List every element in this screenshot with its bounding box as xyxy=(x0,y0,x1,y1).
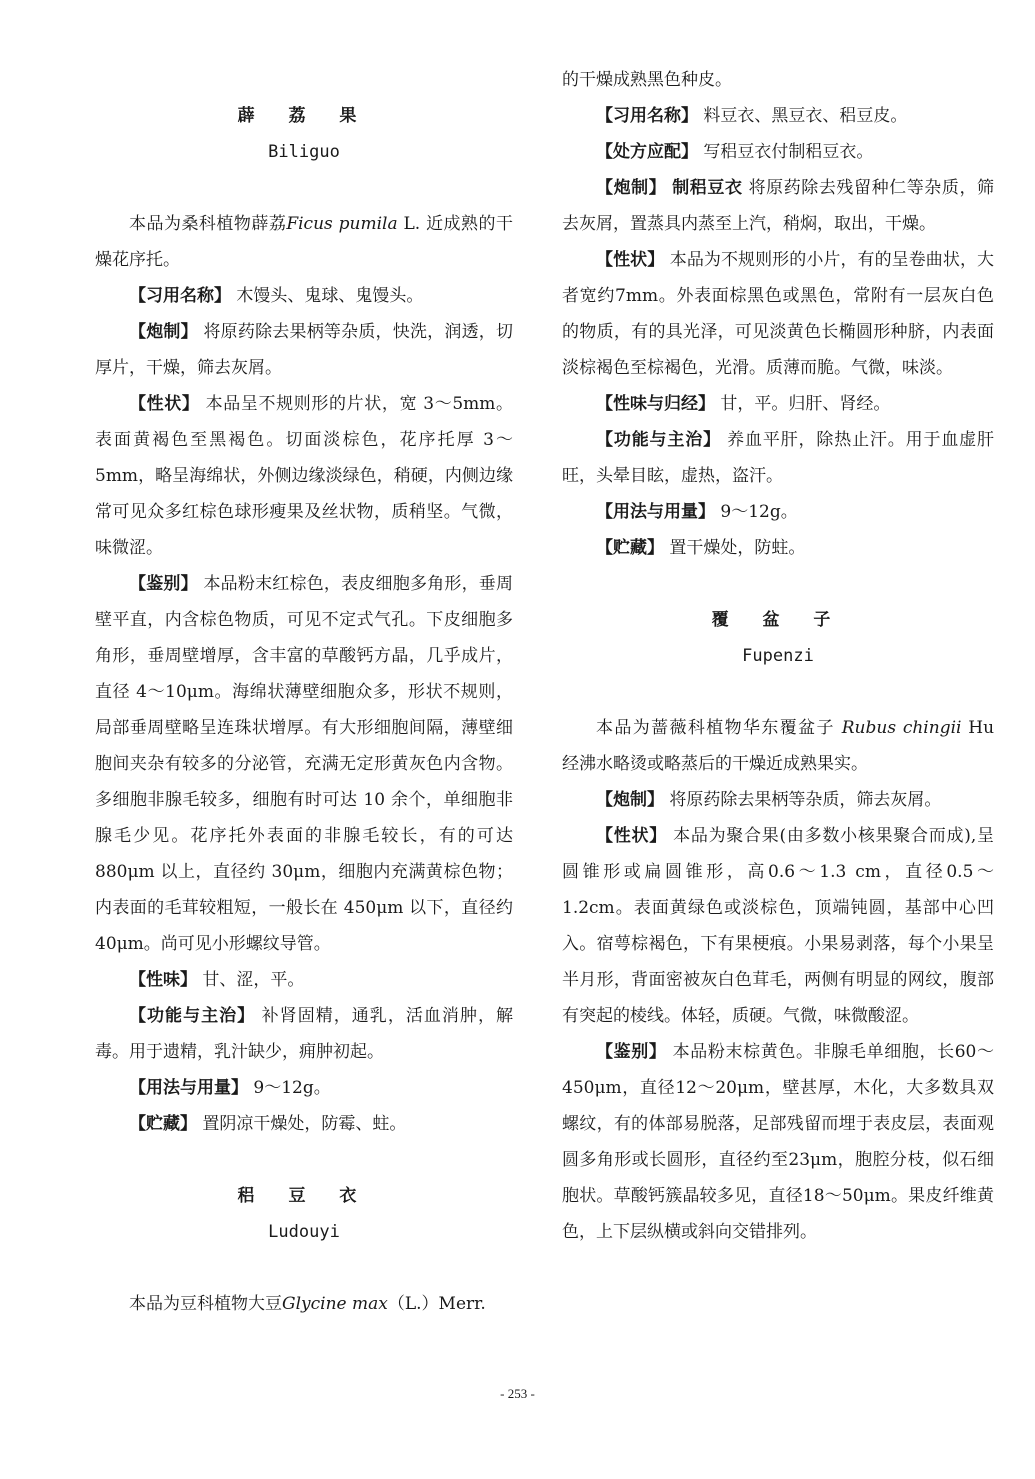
entry-intro-ludouyi-cont: 的干燥成熟黑色种皮。 xyxy=(562,70,732,90)
entry-intro-biliguo: 本品为桑科植物薜荔Ficus pumila L. 近成熟的干燥花序托。 xyxy=(95,214,513,270)
section-taste-meridian: 【性味与归经】 甘，平。归肝、肾经。 xyxy=(596,394,891,414)
entry-title-fupenzi: 覆 盆 子 xyxy=(711,610,845,630)
section-characteristics: 【性状】 本品呈不规则形的片状，宽 3～5mm。表面黄褐色至黑褐色。切面淡棕色，花序托厚 3～5mm，略呈海绵状，外侧边缘淡绿色，稍硬，内侧边缘常可见众多红棕色球形瘦果及丝状物，质稍坚。气微，味微涩。 xyxy=(95,394,514,558)
section-prescription: 【处方应配】 写稆豆衣付制稆豆衣。 xyxy=(596,142,874,162)
section-identification: 【鉴别】 本品粉末红棕色，表皮细胞多角形，垂周壁平直，内含棕色物质，可见不定式气孔。下皮细胞多角形，垂周壁增厚，含丰富的草酸钙方晶，几乎成片，直径 4～10μm。海绵状薄壁细胞众多，形状不规则，局部垂周壁略呈连珠状增厚。有大形细胞间隔，薄壁细胞间夹杂有较多的分泌管，充满无定形黄灰色内含物。多细胞非腺毛较多，细胞有时可达 10 余个，单细胞非腺毛少见。花序托外表面的非腺毛较长，有的可达 880μm 以上，直径约 30μm，细胞内充满黄棕色物；内表面的毛茸较粗短，一般长在 450μm 以下，直径约 40μm。尚可见小形螺纹导管。 xyxy=(95,574,514,954)
entry-pinyin-biliguo: Biliguo xyxy=(268,142,340,162)
section-names: 【习用名称】 木馒头、鬼球、鬼馒头。 xyxy=(129,286,424,306)
entry-title-biliguo: 薜 荔 果 xyxy=(237,106,371,126)
section-taste: 【性味】 甘、涩，平。 xyxy=(129,970,305,990)
section-processing: 【炮制】 将原药除去果柄等杂质，筛去灰屑。 xyxy=(596,790,942,810)
section-characteristics: 【性状】 本品为不规则形的小片，有的呈卷曲状，大者宽约7mm。外表面棕黑色或黑色，常附有一层灰白色的物质，有的具光泽，可见淡黄色长椭圆形种脐，内表面淡棕褐色至棕褐色，光滑。质薄而脆。气微，味淡。 xyxy=(562,250,995,378)
left-column xyxy=(95,62,513,1322)
section-identification: 【鉴别】 本品粉末棕黄色。非腺毛单细胞，长60～450μm，直径12～20μm，壁甚厚，木化，大多数具双螺纹，有的体部易脱落，足部残留而埋于表皮层，表面观圆多角形或长圆形，直径约至23μm，胞腔分枝，似石细胞状。草酸钙簇晶较多见，直径18～50μm。果皮纤维黄色，上下层纵横或斜向交错排列。 xyxy=(562,1042,995,1242)
page-number: - 253 - xyxy=(500,1386,535,1401)
entry-pinyin-fupenzi: Fupenzi xyxy=(742,646,814,666)
section-characteristics: 【性状】 本品为聚合果(由多数小核果聚合而成),呈圆锥形或扁圆锥形，高0.6～1.3 cm，直径0.5～1.2cm。表面黄绿色或淡棕色，顶端钝圆，基部中心凹入。宿萼棕褐色，下有果梗痕。小果易剥落，每个小果呈半月形，背面密被灰白色茸毛，两侧有明显的网纹，腹部有突起的棱线。体轻，质硬。气微，味微酸涩。 xyxy=(562,826,995,1026)
section-names: 【习用名称】 料豆衣、黑豆衣、稆豆皮。 xyxy=(596,106,908,126)
section-usage: 【用法与用量】 9～12g。 xyxy=(129,1078,331,1098)
entry-intro-ludouyi: 本品为豆科植物大豆Glycine max（L.）Merr. xyxy=(129,1294,486,1314)
section-processing: 【炮制】 将原药除去果柄等杂质，快洗，润透，切厚片，干燥，筛去灰屑。 xyxy=(95,322,514,378)
entry-pinyin-ludouyi: Ludouyi xyxy=(268,1222,340,1242)
section-function: 【功能与主治】 补肾固精，通乳，活血消肿，解毒。用于遗精，乳汁缺少，痈肿初起。 xyxy=(95,1006,514,1062)
section-storage: 【贮藏】 置干燥处，防蛀。 xyxy=(596,538,806,558)
entry-intro-fupenzi: 本品为蔷薇科植物华东覆盆子 Rubus chingii Hu 经沸水略烫或略蒸后的干燥近成熟果实。 xyxy=(562,718,995,774)
section-function: 【功能与主治】 养血平肝，除热止汗。用于血虚肝旺，头晕目眩，虚热，盗汗。 xyxy=(562,430,995,486)
section-usage: 【用法与用量】 9～12g。 xyxy=(596,502,798,522)
section-processing: 【炮制】 制稆豆衣 将原药除去残留种仁等杂质，筛去灰屑，置蒸具内蒸至上汽，稍焖，取出，干燥。 xyxy=(562,178,995,234)
entry-title-ludouyi: 稆 豆 衣 xyxy=(237,1186,371,1206)
right-column xyxy=(562,62,994,1250)
section-storage: 【贮藏】 置阴凉干燥处，防霉、蛀。 xyxy=(129,1114,407,1134)
